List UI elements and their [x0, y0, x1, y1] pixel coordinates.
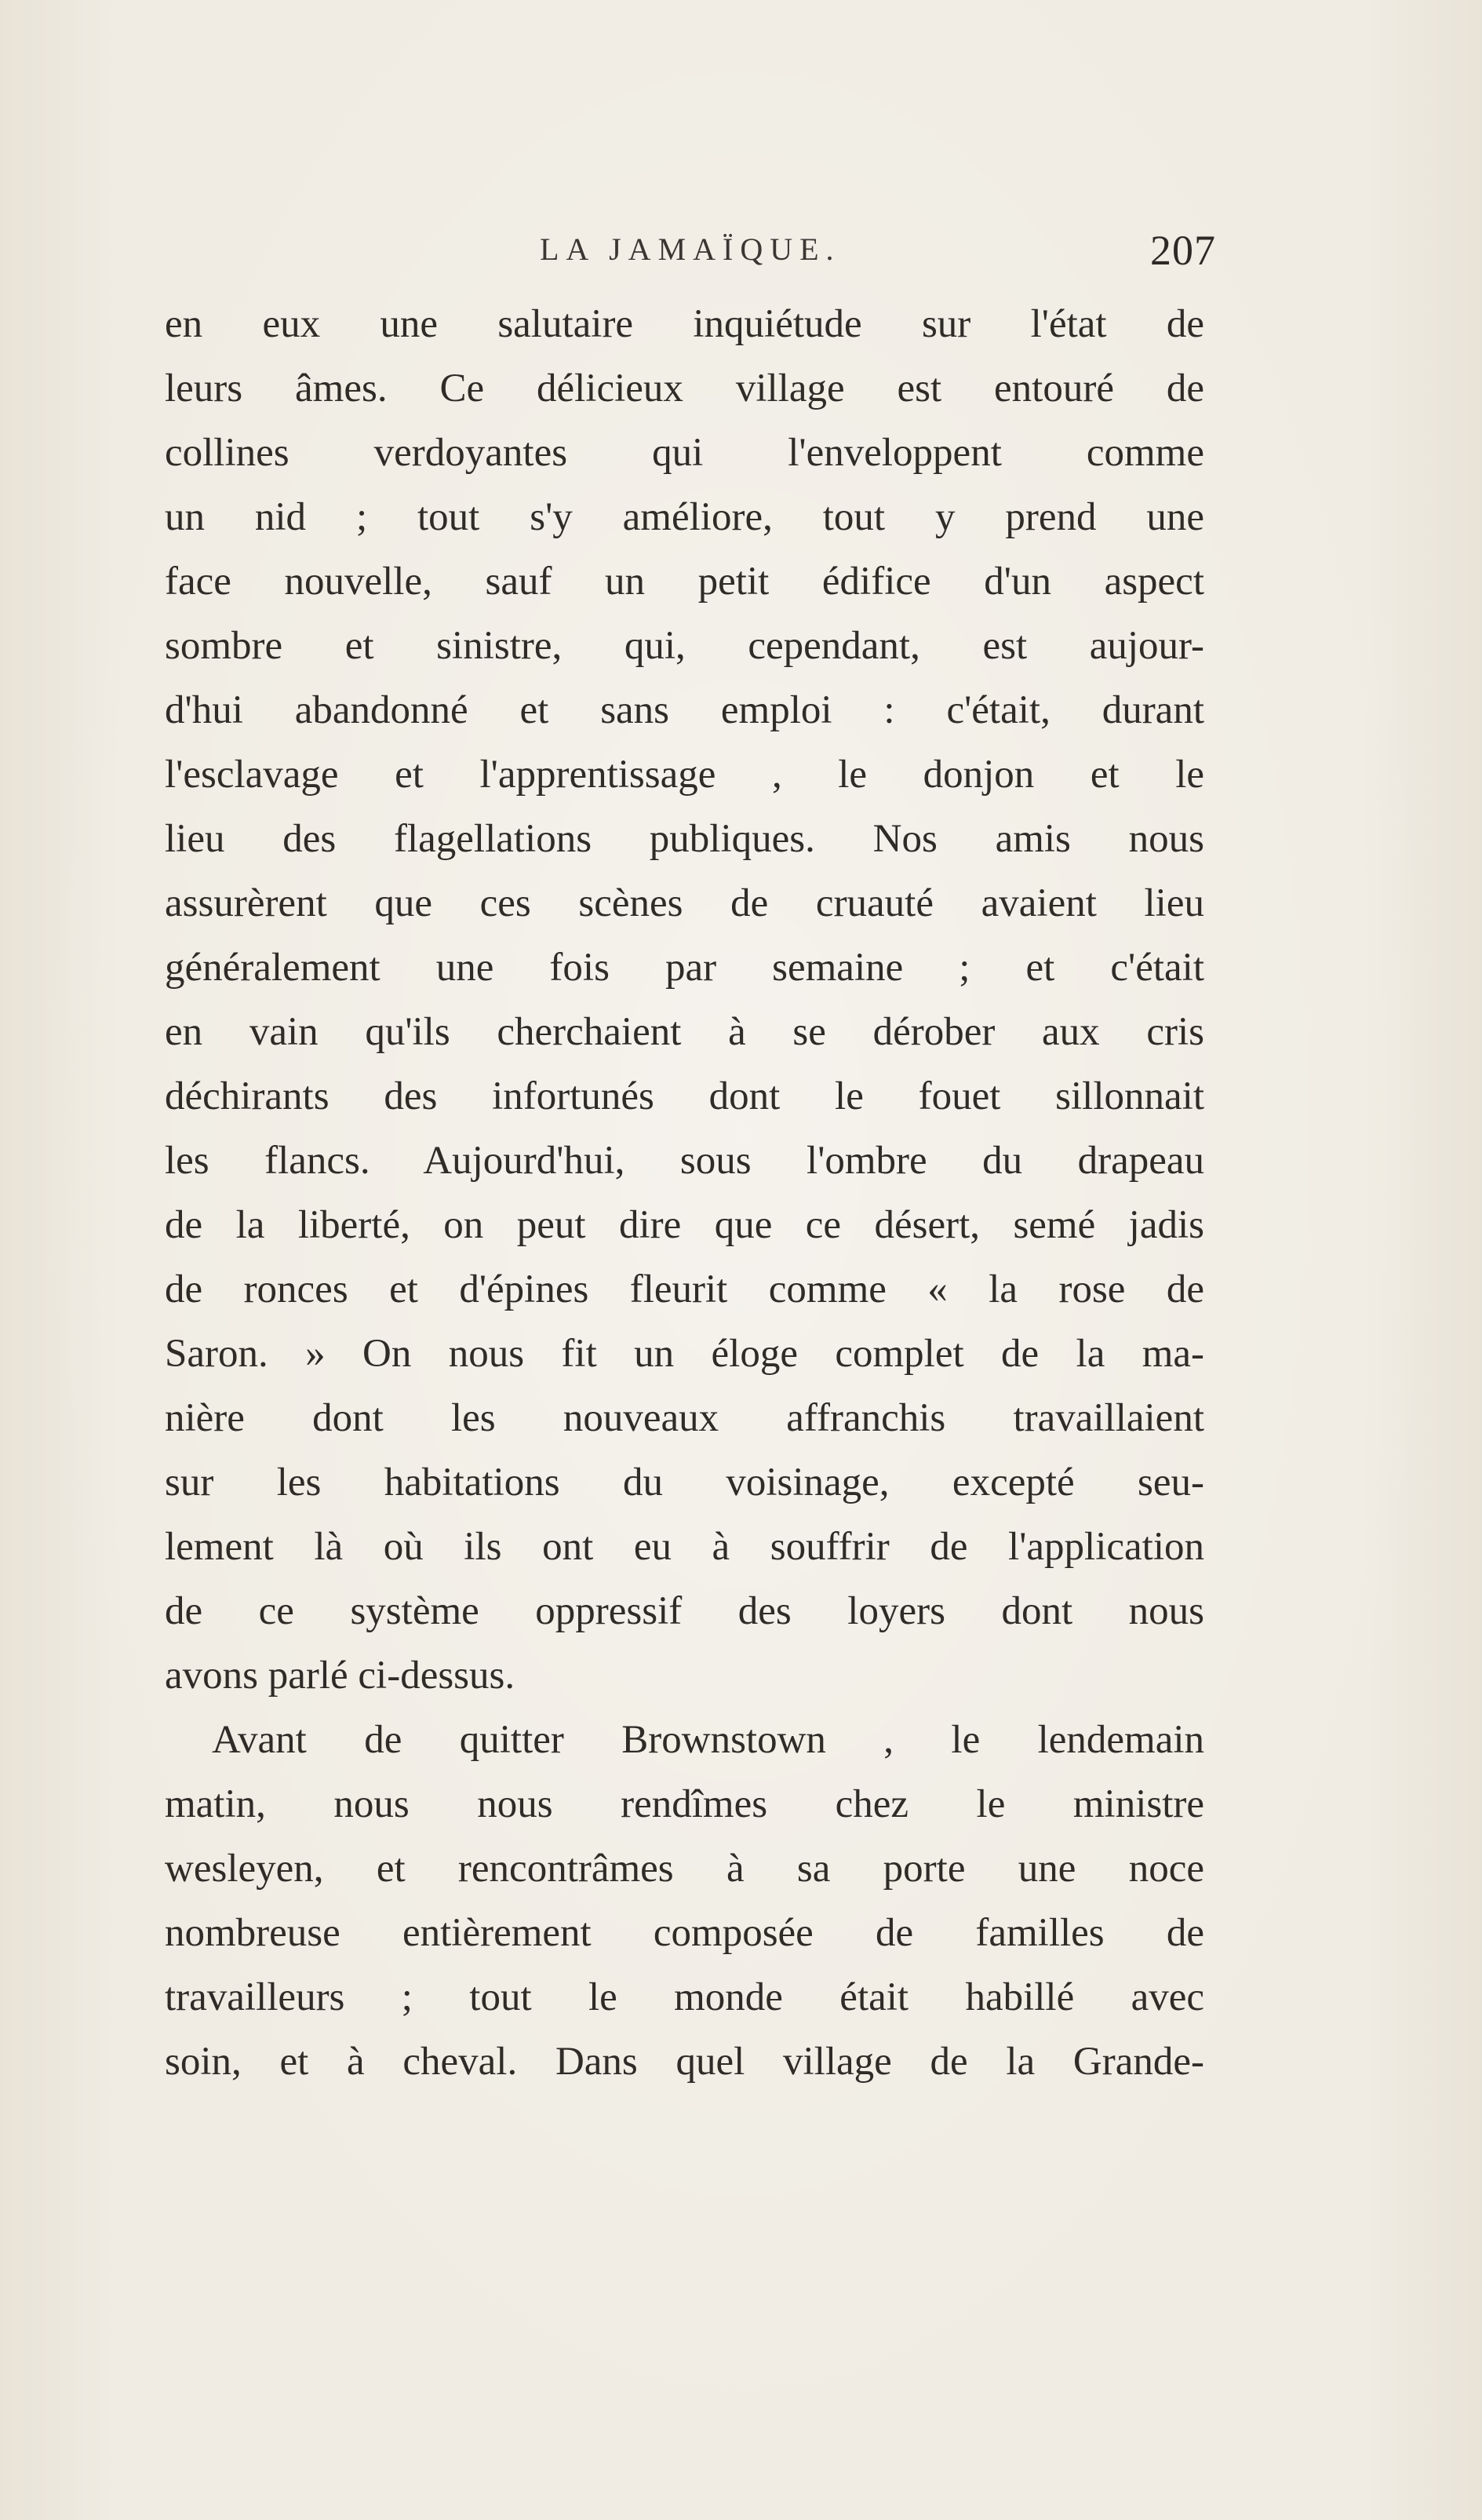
- text-line: face nouvelle, sauf un petit édifice d'un aspect: [165, 560, 1204, 604]
- text-line: d'hui abandonné et sans emploi : c'était, durant: [165, 688, 1204, 732]
- text-line: de la liberté, on peut dire que ce désert, semé jadis: [165, 1203, 1204, 1247]
- text-line: de ce système oppressif des loyers dont nous: [165, 1589, 1204, 1633]
- text-line: matin, nous nous rendîmes chez le ministre: [165, 1782, 1204, 1826]
- page-number: 207: [1150, 227, 1216, 274]
- paragraph-end-line: avons parlé ci-dessus.: [165, 1654, 515, 1698]
- text-line: un nid ; tout s'y améliore, tout y prend une: [165, 495, 1204, 539]
- text-line: sombre et sinistre, qui, cependant, est aujour-: [165, 624, 1204, 668]
- paragraph-start-line: Avant de quitter Brownstown , le lendemain: [212, 1718, 1204, 1762]
- text-line: en vain qu'ils cherchaient à se dérober aux cris: [165, 1010, 1204, 1054]
- text-line: de ronces et d'épines fleurit comme « la rose de: [165, 1267, 1204, 1311]
- text-line: Saron. » On nous fit un éloge complet de la ma-: [165, 1332, 1204, 1376]
- text-line: sur les habitations du voisinage, excepté seu-: [165, 1461, 1204, 1504]
- text-line: leurs âmes. Ce délicieux village est entouré de: [165, 367, 1204, 410]
- text-line: nombreuse entièrement composée de familles de: [165, 1911, 1204, 1955]
- text-line: généralement une fois par semaine ; et c'était: [165, 946, 1204, 990]
- text-line: nière dont les nouveaux affranchis travaillaient: [165, 1396, 1204, 1440]
- text-line: en eux une salutaire inquiétude sur l'état de: [165, 302, 1204, 346]
- running-title: LA JAMAÏQUE.: [540, 232, 841, 267]
- text-line: travailleurs ; tout le monde était habillé avec: [165, 1975, 1204, 2019]
- body-text: [165, 292, 1204, 2094]
- text-line: les flancs. Aujourd'hui, sous l'ombre du drapeau: [165, 1139, 1204, 1183]
- text-line: collines verdoyantes qui l'enveloppent comme: [165, 431, 1204, 475]
- text-line: wesleyen, et rencontrâmes à sa porte une noce: [165, 1847, 1204, 1891]
- text-line: lieu des flagellations publiques. Nos amis nous: [165, 817, 1204, 861]
- text-line: assurèrent que ces scènes de cruauté avaient lieu: [165, 881, 1204, 925]
- text-line: déchirants des infortunés dont le fouet sillonnait: [165, 1074, 1204, 1118]
- text-line: l'esclavage et l'apprentissage , le donjon et le: [165, 753, 1204, 797]
- text-line: soin, et à cheval. Dans quel village de la Grande-: [165, 2040, 1204, 2084]
- text-line: lement là où ils ont eu à souffrir de l'application: [165, 1525, 1204, 1569]
- page-header: [165, 226, 1216, 281]
